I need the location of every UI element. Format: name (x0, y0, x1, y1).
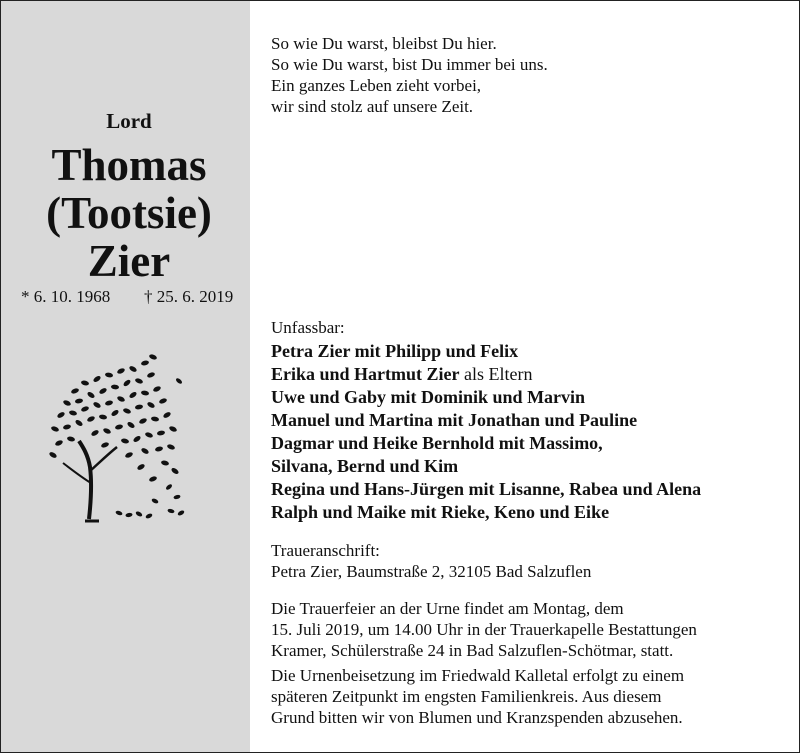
deceased-surname: Zier (87, 236, 171, 286)
mourners-list (271, 340, 701, 524)
mourner-line (271, 363, 701, 386)
burial-notice (271, 665, 684, 728)
mourner-line: Manuel und Martina mit Jonathan und Pauline (271, 410, 638, 430)
ceremony-line: 15. Juli 2019, um 14.00 Uhr in der Trauerkapelle Bestattungen (271, 620, 697, 639)
burial-line: Die Urnenbeisetzung im Friedwald Kalletal erfolgt zu einem (271, 666, 685, 685)
birth-date: * 6. 10. 1968 (21, 287, 111, 306)
mourners-label: Unfassbar: (271, 318, 345, 337)
verse-line: So wie Du warst, bleibst Du hier. (271, 34, 497, 53)
mourner-line: Ralph und Maike mit Rieke, Keno und Eike (271, 502, 610, 522)
memorial-verse (271, 33, 548, 117)
deceased-nickname: (Tootsie) (46, 188, 212, 238)
mourner-relation: als Eltern (459, 364, 533, 384)
mourner-line: Silvana, Bernd und Kim (271, 456, 459, 476)
windblown-tree-icon (45, 351, 185, 523)
verse-line: wir sind stolz auf unsere Zeit. (271, 97, 474, 116)
burial-line: späteren Zeitpunkt im engsten Familienkreis. Aus diesem (271, 687, 662, 706)
mourner-line: Petra Zier mit Philipp und Felix (271, 341, 519, 361)
mourner-names: Erika und Hartmut Zier (271, 364, 460, 384)
mourner-line: Dagmar und Heike Bernhold mit Massimo, (271, 433, 603, 453)
mourner-line: Regina und Hans-Jürgen mit Lisanne, Rabea und Alena (271, 479, 702, 499)
verse-line: So wie Du warst, bist Du immer bei uns. (271, 55, 548, 74)
ceremony-notice (271, 598, 697, 661)
ceremony-line: Kramer, Schülerstraße 24 in Bad Salzuflen-Schötmar, statt. (271, 641, 674, 660)
address-label: Traueranschrift: (271, 541, 380, 560)
deceased-first-name: Thomas (51, 140, 207, 190)
honorific-title: Lord (106, 109, 152, 133)
condolence-address (271, 540, 591, 582)
verse-line: Ein ganzes Leben zieht vorbei, (271, 76, 482, 95)
ceremony-line: Die Trauerfeier an der Urne findet am Montag, dem (271, 599, 624, 618)
death-date: † 25. 6. 2019 (144, 287, 234, 306)
mourner-line: Uwe und Gaby mit Dominik und Marvin (271, 387, 586, 407)
burial-line: Grund bitten wir von Blumen und Kranzspenden abzusehen. (271, 708, 683, 727)
name-panel (1, 1, 250, 752)
address-value: Petra Zier, Baumstraße 2, 32105 Bad Salzuflen (271, 562, 592, 581)
